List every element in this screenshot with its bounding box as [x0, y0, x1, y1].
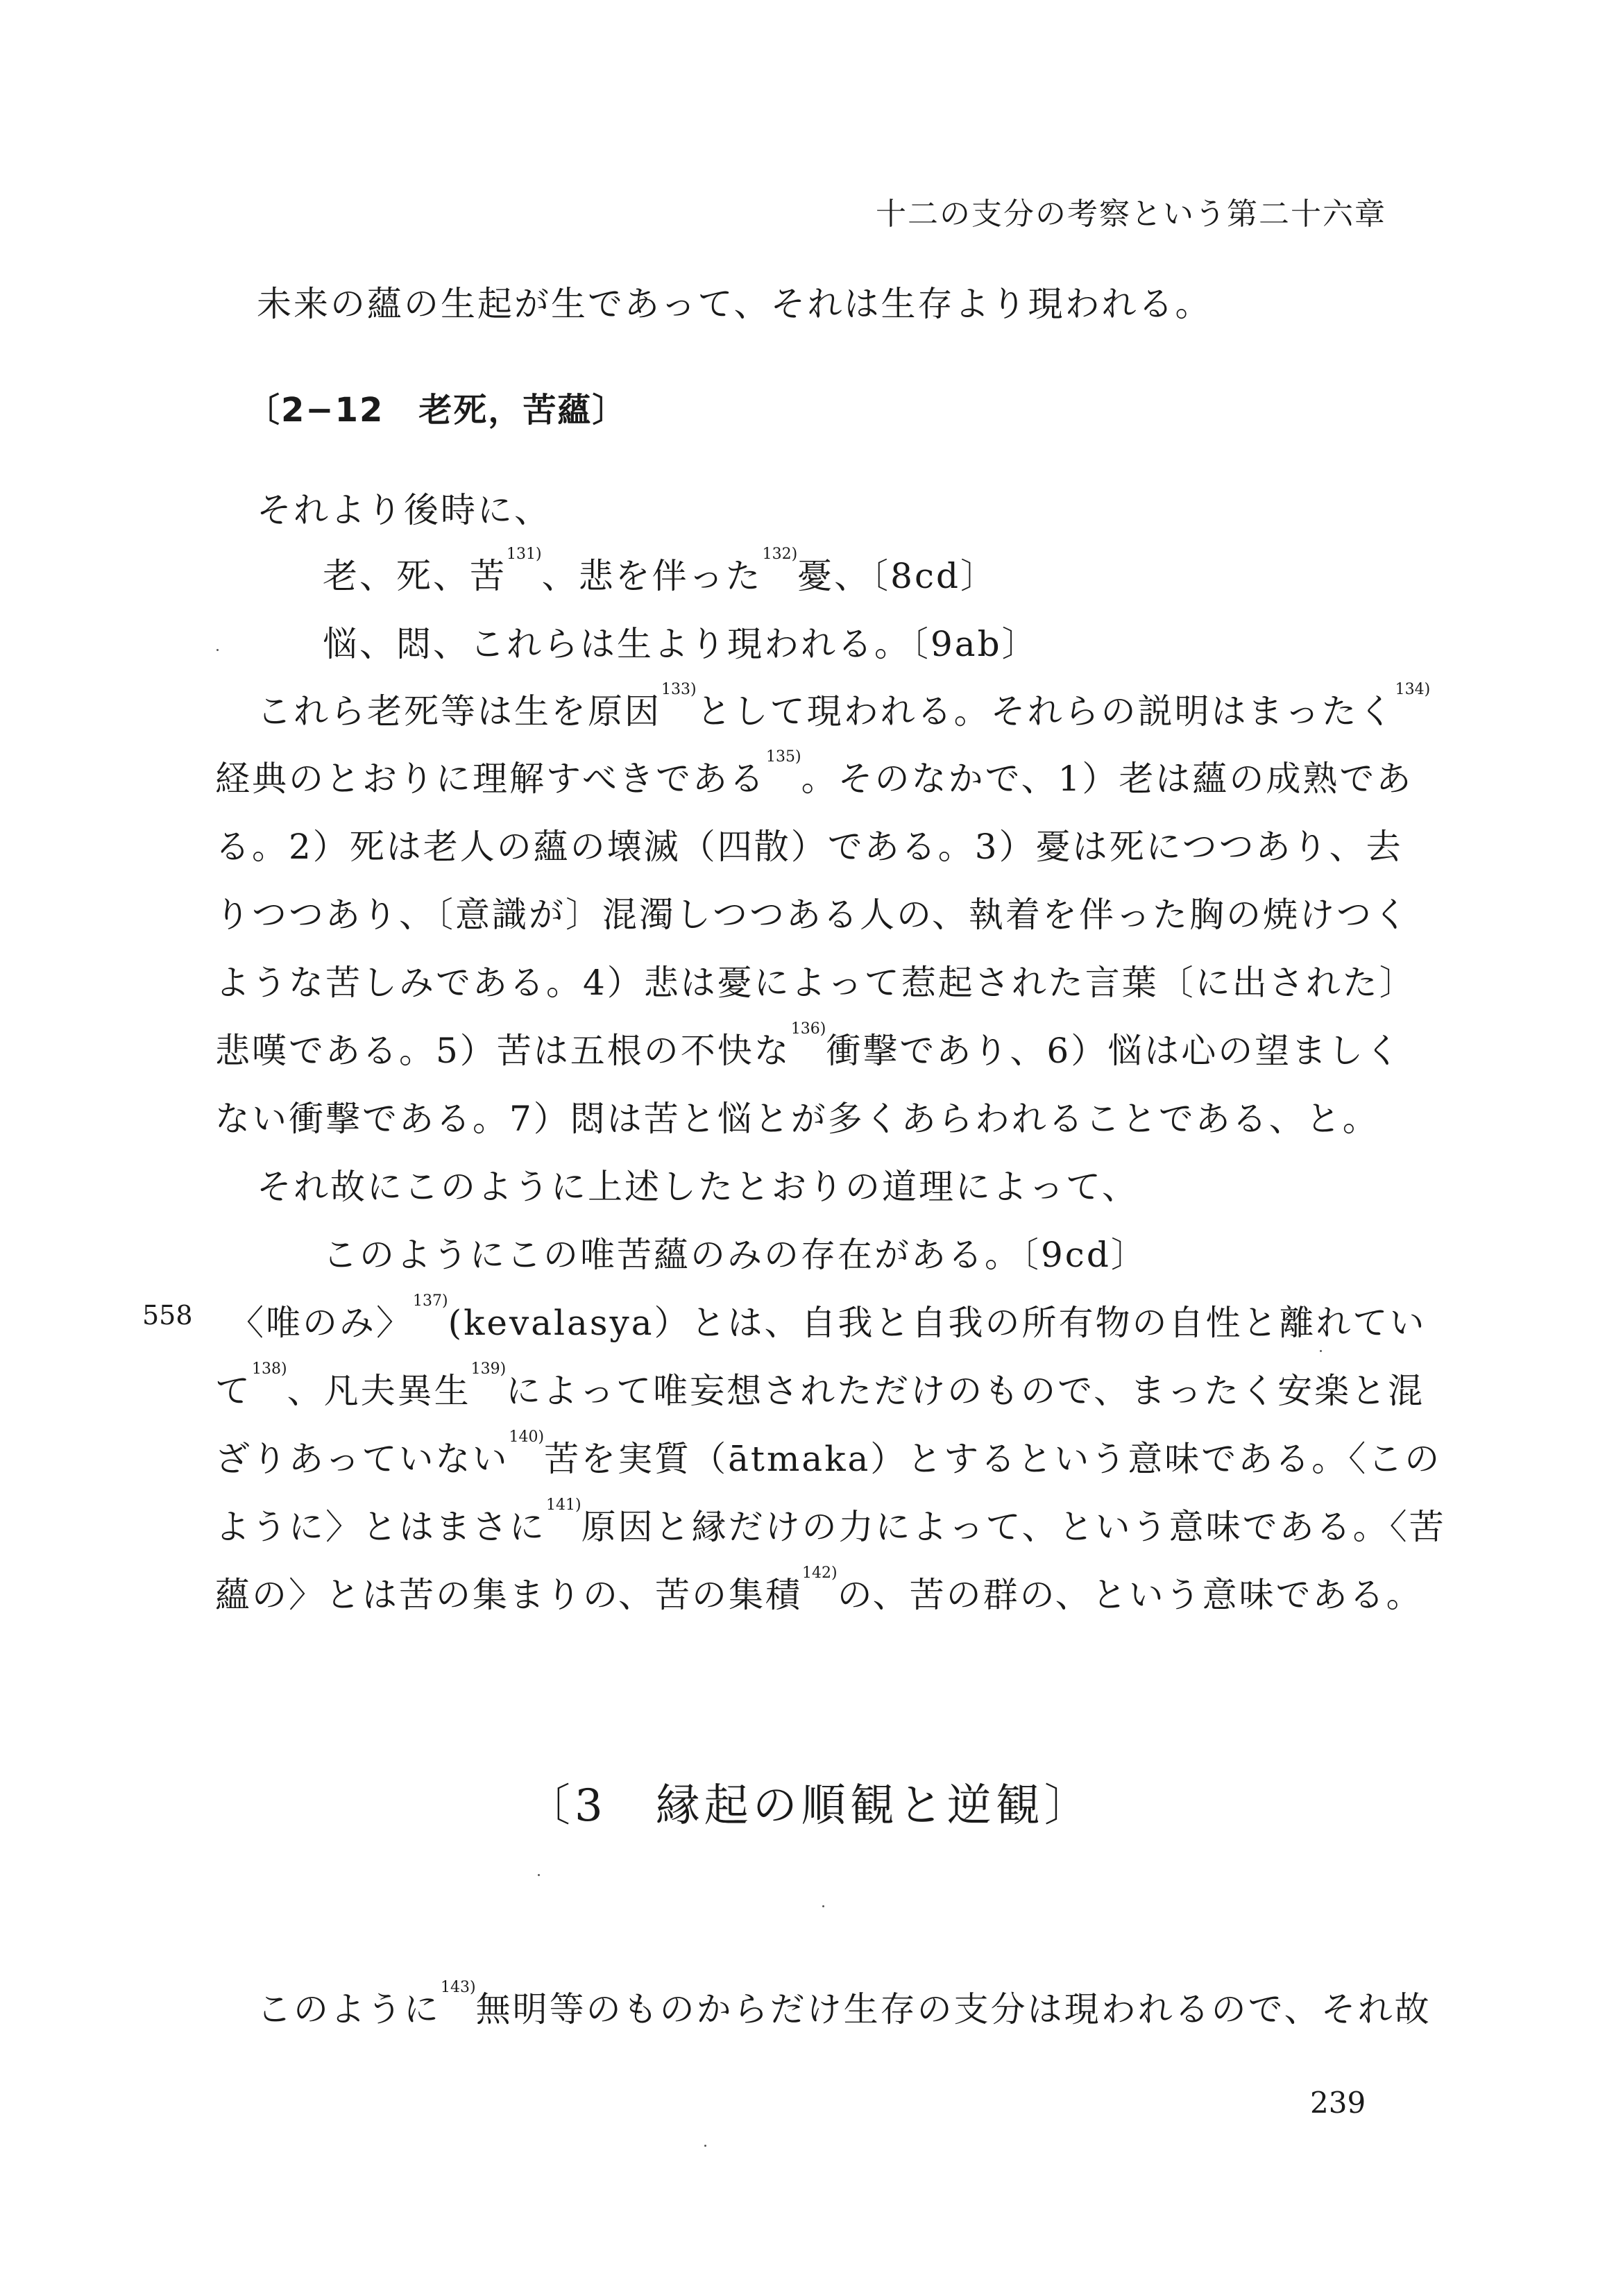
footnote-ref: 140) — [509, 1428, 545, 1446]
paragraph-line — [257, 1979, 1431, 2032]
footnote-ref: 143) — [441, 1979, 476, 1996]
verse-text: 老、死、苦 — [323, 556, 507, 596]
paragraph-line — [215, 1564, 1423, 1617]
scan-speck — [1320, 1350, 1322, 1352]
margin-number: 558 — [142, 1300, 193, 1331]
line-text: 苦を実質（ātmaka）とするという意味である。〈この — [544, 1439, 1442, 1479]
line-text: 。そのなかで、1）老は蘊の成熟であ — [801, 759, 1413, 799]
scan-speck — [216, 649, 219, 651]
paragraph-line: りつつあり、〔意識が〕混濁しつつある人の、執着を伴った胸の焼けつく — [215, 895, 1410, 935]
paragraph-line: ような苦しみである。4）悲は憂によって惹起された言葉〔に出された〕 — [215, 963, 1416, 1003]
line-text: て — [215, 1371, 252, 1411]
intro-line: 未来の蘊の生起が生であって、それは生存より現われる。 — [257, 284, 1212, 324]
line-text: (kevalasya）とは、自我と自我の所有物の自性と離れてい — [448, 1303, 1427, 1343]
verse-8cd — [323, 548, 997, 598]
line-text: ように〉とはまさに — [215, 1507, 546, 1547]
footnote-ref: 137) — [413, 1292, 448, 1310]
scan-speck — [822, 1905, 824, 1907]
paragraph-line — [215, 1360, 1425, 1413]
footnote-ref: 138) — [252, 1360, 287, 1378]
scan-speck — [538, 1874, 540, 1876]
footnote-ref: 132) — [762, 546, 798, 563]
line-text: 悲嘆である。5）苦は五根の不快な — [215, 1031, 791, 1071]
line-text: 〈唯のみ〉 — [229, 1303, 413, 1343]
footnote-ref: 142) — [802, 1564, 838, 1582]
line-text: 、凡夫異生 — [287, 1371, 471, 1411]
line-text: 蘊の〉とは苦の集まりの、苦の集積 — [215, 1575, 802, 1615]
footnote-ref: 131) — [507, 546, 542, 563]
page-number: 239 — [1310, 2086, 1366, 2120]
line-text: 無明等のものからだけ生存の支分は現われるので、それ故 — [475, 1989, 1431, 2029]
footnote-ref: 133) — [661, 681, 697, 698]
footnote-ref: 139) — [470, 1360, 507, 1378]
footnote-ref: 135) — [766, 748, 801, 766]
verse-text: 憂、〔8cd〕 — [797, 556, 997, 596]
line-text: 衝撃であり、6）悩は心の望ましく — [826, 1031, 1402, 1071]
footnote-ref: 134) — [1395, 681, 1431, 698]
chapter-heading-3: 〔3 縁起の順観と逆観〕 — [526, 1780, 1093, 1832]
line-text: によって唯妄想されただけのもので、まったく安楽と混 — [506, 1371, 1425, 1411]
line-text: ざりあっていない — [215, 1439, 509, 1479]
verse-9cd: このようにこの唯苦蘊のみの存在がある。〔9cd〕 — [323, 1235, 1148, 1275]
line-text: このように — [257, 1989, 441, 2029]
paragraph-line: ない衝撃である。7）悶は苦と悩とが多くあらわれることである、と。 — [215, 1099, 1379, 1139]
text-line: それ故にこのように上述したとおりの道理によって、 — [257, 1167, 1139, 1207]
section-heading-2-12: 〔2−12 老死，苦蘊〕 — [246, 391, 627, 430]
line-text: として現われる。それらの説明はまったく — [696, 691, 1395, 732]
verse-9ab: 悩、悶、これらは生より現われる。〔9ab〕 — [323, 624, 1039, 664]
verse-text: 、悲を伴った — [541, 556, 763, 596]
paragraph-line: る。2）死は老人の蘊の壊滅（四散）である。3）憂は死につつあり、去 — [215, 827, 1403, 867]
line-text: これら老死等は生を原因 — [257, 691, 661, 732]
paragraph-line — [257, 681, 1431, 734]
line-text: 経典のとおりに理解すべきである — [215, 759, 766, 799]
paragraph-line — [215, 1020, 1402, 1073]
paragraph-line — [215, 748, 1413, 801]
running-head: 十二の支分の考察という第二十六章 — [876, 196, 1386, 232]
footnote-ref: 141) — [546, 1496, 581, 1514]
paragraph-line — [215, 1496, 1446, 1549]
text-line: それより後時に、 — [257, 490, 551, 530]
scan-speck — [704, 2145, 706, 2147]
footnote-ref: 136) — [790, 1020, 826, 1038]
paragraph-line — [229, 1292, 1427, 1345]
paragraph-line — [215, 1428, 1442, 1481]
line-text: 原因と縁だけの力によって、という意味である。〈苦 — [581, 1507, 1446, 1547]
line-text: の、苦の群の、という意味である。 — [837, 1575, 1423, 1615]
